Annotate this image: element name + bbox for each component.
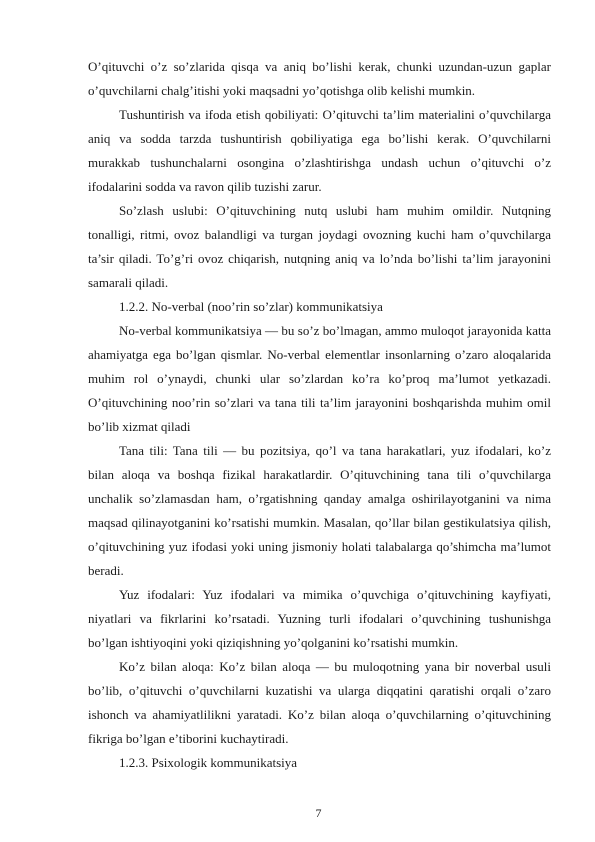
paragraph-facial-expressions: Yuz ifodalari: Yuz ifodalari va mimika o’quvchiga o’qituvchining kayfiyati, niyatlari va fikrlarini ko’rsatadi. Yuzning turli ifodalari o’quvchining tushunishga bo’lgan ishtiyoqini yoki qiziqishning yo’qolganini ko’rsatishi mumkin. — [88, 587, 551, 650]
section-heading-psychological: 1.2.3. Psixologik kommunikatsiya — [119, 755, 298, 770]
paragraph-explanation-ability: Tushuntirish va ifoda etish qobiliyati: O’qituvchi ta’lim materialini o’quvchilarga aniq va sodda tarzda tushuntirish qobiliyatiga ega bo’lishi kerak. O’quvchilarni murakkab tushunchalarni osongina o’zlashtirishga undash uchun o’qituvchi o’z ifodalarini sodda va ravon qilib tuzishi zarur. — [88, 107, 551, 194]
paragraph-body-language: Tana tili: Tana tili — bu pozitsiya, qo’l va tana harakatlari, yuz ifodalari, ko’z bilan aloqa va boshqa fizikal harakatlardir. O’qituvchining tana tili o’quvchilarga unchalik so’zlamasdan ham, o’rgatishning qanday amalga oshirilayotganini va nima maqsad qilinayotganini ko’rsatishi mumkin. Masalan, qo’llar bilan gestikulatsiya qilish, o’qituvchining yuz ifodasi yoki uning jismoniy holati talabalarga qo’shimcha ma’lumot beradi. — [88, 443, 551, 578]
paragraph-eye-contact: Ko’z bilan aloqa: Ko’z bilan aloqa — bu muloqotning yana bir noverbal usuli bo’lib, o’qituvchi o’quvchilarni kuzatishi va ularga diqqatini qaratishi orqali o’zaro ishonch va ahamiyatlilikni yaratadi. Ko’z bilan aloqa o’quvchilarning o’qituvchining fikriga bo’lgan e’tiborini kuchaytiradi. — [88, 659, 551, 746]
paragraph-nonverbal-intro: No-verbal kommunikatsiya — bu so’z bo’lmagan, ammo muloqot jarayonida katta ahamiyatga ega bo’lgan qismlar. No-verbal elementlar insonlarning o’zaro aloqalarida muhim rol o’ynaydi, chunki ular so’zlardan ko’ra ko’proq ma’lumot yetkazadi. O’qituvchining noo’rin so’zlari va tana tili ta’lim jarayonini boshqarishda muhim omil bo’lib xizmat qiladi — [88, 323, 551, 434]
document-page — [88, 55, 551, 775]
paragraph-speech-style: So’zlash uslubi: O’qituvchining nutq uslubi ham muhim omildir. Nutqning tonalligi, ritmi, ovoz balandligi va turgan joydagi ovozning kuchi ham o’quvchilarga ta’sir qiladi. To’g’ri ovoz chiqarish, nutqning aniq va lo’nda bo’lishi ta’lim jarayonini samarali qiladi. — [88, 203, 551, 290]
section-heading-nonverbal: 1.2.2. No-verbal (noo’rin so’zlar) kommunikatsiya — [119, 299, 383, 314]
paragraph-continuation: O’qituvchi o’z so’zlarida qisqa va aniq bo’lishi kerak, chunki uzundan-uzun gaplar o’quvchilarni chalg’itishi yoki maqsadni yo’qotishga olib kelishi mumkin. — [88, 59, 551, 98]
page-number: 7 — [315, 806, 322, 820]
